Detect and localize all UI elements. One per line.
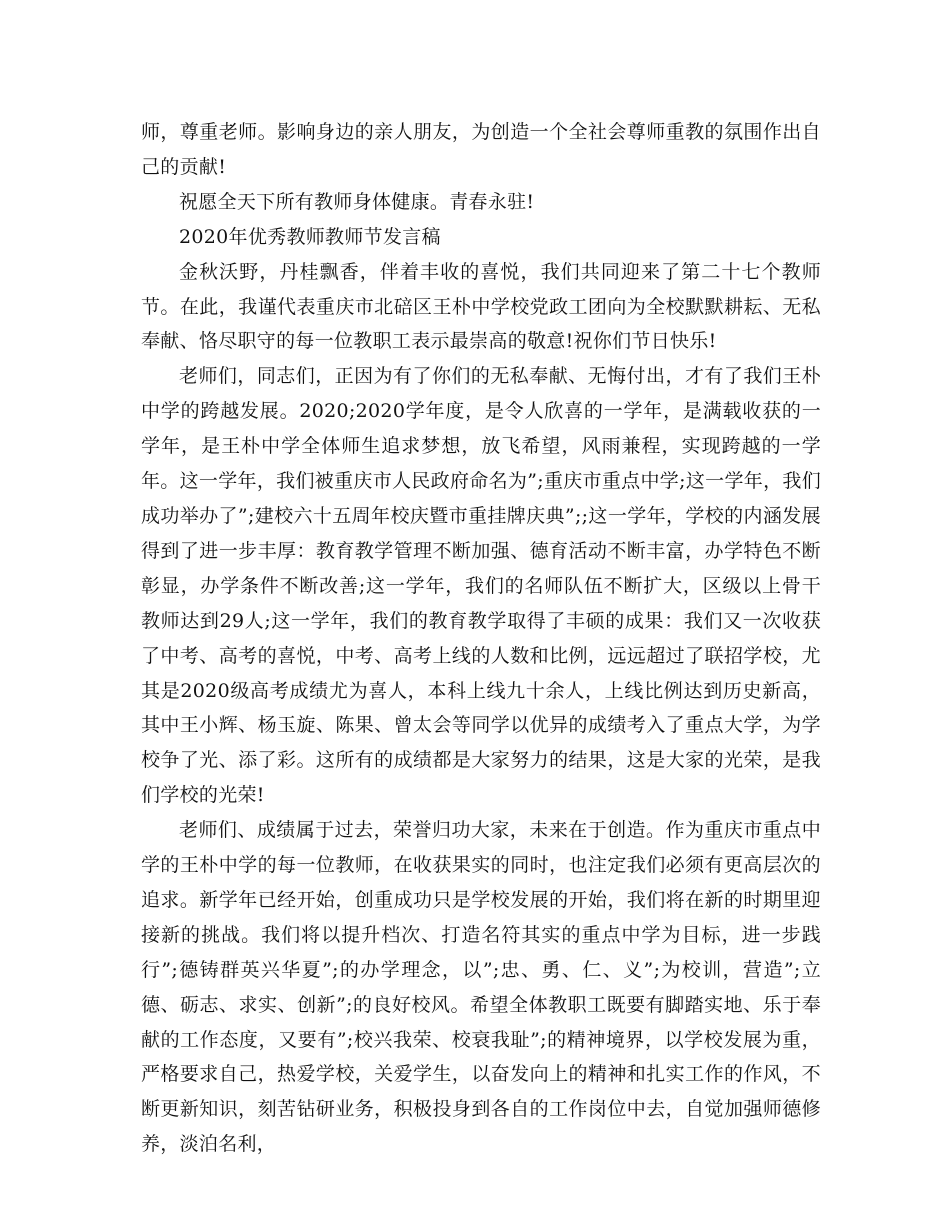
paragraph-future: 老师们、成绩属于过去，荣誉归功大家，未来在于创造。作为重庆市重点中学的王朴中学的每一位教师，在收获果实的同时，也注定我们必须有更高层次的追求。新学年已经开始，创重成功只是学校发展的开始，我们将在新的时期里迎接新的挑战。我们将以提升档次、打造名符其实的重点中学为目标，进一步践行”;德铸群英兴华夏”;的办学理念，以”;忠、勇、仁、义”;为校训，营造”;立德、砺志、求实、创新”;的良好校风。希望全体教职工既要有脚踏实地、乐于奉献的工作态度，又要有”;校兴我荣、校衰我耻”;的精神境界，以学校发展为重，严格要求自己，热爱学校，关爱学生，以奋发向上的精神和扎实工作的作风，不断更新知识，刻苦钻研业务，积极投身到各自的工作岗位中去，自觉加强师德修养，淡泊名利， bbox=[141, 819, 821, 1156]
speech-title: 2020年优秀教师教师节发言稿 bbox=[179, 225, 441, 248]
paragraph-opening: 金秋沃野，丹桂飘香，伴着丰收的喜悦，我们共同迎来了第二十七个教师节。在此，我谨代表重庆市北碚区王朴中学校党政工团向为全校默默耕耘、无私奉献、恪尽职守的每一位教职工表示最崇高的敬意!祝你们节日快乐! bbox=[141, 260, 821, 353]
paragraph-achievements: 老师们，同志们，正因为有了你们的无私奉献、无悔付出，才有了我们王朴中学的跨越发展。2020;2020学年度，是令人欣喜的一学年，是满载收获的一学年，是王朴中学全体师生追求梦想，放飞希望，风雨兼程，实现跨越的一学年。这一学年，我们被重庆市人民政府命名为”;重庆市重点中学;这一学年，我们成功举办了”;建校六十五周年校庆暨市重挂牌庆典”;;这一学年，学校的内涵发展得到了进一步丰厚：教育教学管理不断加强、德育活动不断丰富，办学特色不断彰显，办学条件不断改善;这一学年，我们的名师队伍不断扩大，区级以上骨干教师达到29人;这一学年，我们的教育教学取得了丰硕的成果：我们又一次收获了中考、高考的喜悦，中考、高考上线的人数和比例，远远超过了联招学校，尤其是2020级高考成绩尤为喜人，本科上线九十余人，上线比例达到历史新高，其中王小辉、杨玉旋、陈果、曾太会等同学以优异的成绩考入了重点大学，为学校争了光、添了彩。这所有的成绩都是大家努力的结果，这是大家的光荣，是我们学校的光荣! bbox=[141, 365, 821, 807]
paragraph-wishes: 祝愿全天下所有教师身体健康。青春永驻! bbox=[179, 190, 535, 213]
document-body bbox=[141, 115, 821, 1162]
paragraph-continued: 师，尊重老师。影响身边的亲人朋友，为创造一个全社会尊师重教的氛围作出自己的贡献! bbox=[141, 121, 821, 178]
